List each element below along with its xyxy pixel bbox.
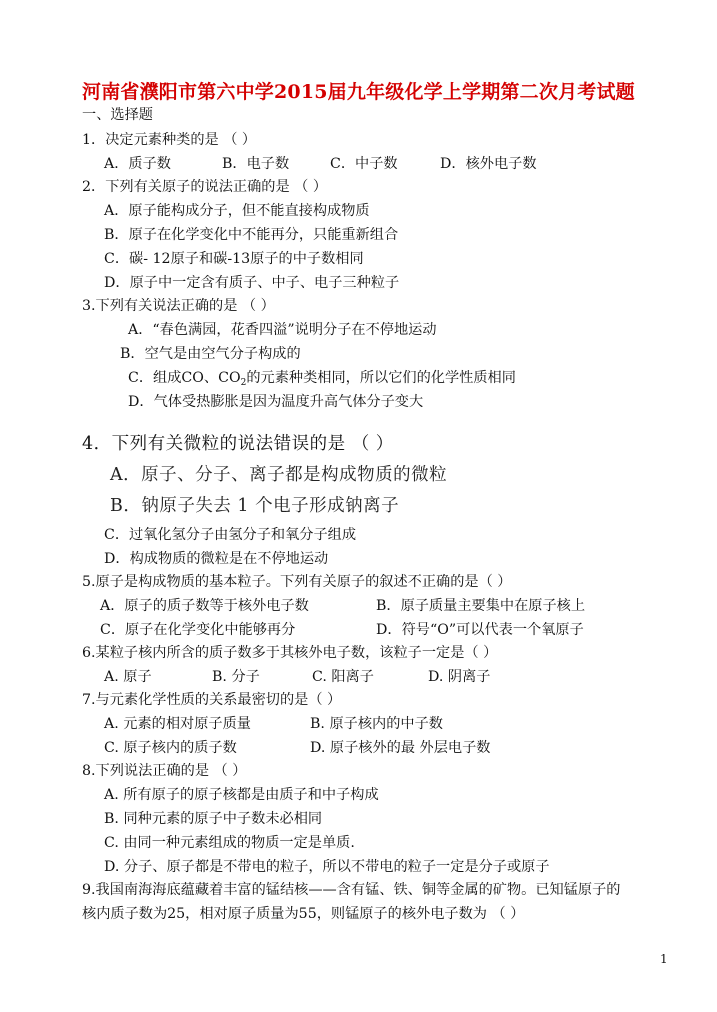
question-6-option-b: B. 分子 — [212, 669, 260, 685]
question-5-stem: 5.原子是构成物质的基本粒子。下列有关原子的叙述不正确的是（ ） — [82, 574, 512, 590]
question-5-option-d: D．符号“O”可以代表一个氧原子 — [376, 622, 584, 638]
question-1-option-c: C．中子数 — [330, 156, 398, 172]
document-title: 河南省濮阳市第六中学2015届九年级化学上学期第二次月考试题 — [82, 81, 635, 103]
question-9-stem-line-1: 9.我国南海海底蕴藏着丰富的锰结核——含有锰、铁、铜等金属的矿物。已知锰原子的 — [82, 882, 621, 898]
question-5-option-c: C．原子在化学变化中能够再分 — [100, 622, 296, 638]
question-7-option-a: A. 元素的相对原子质量 — [104, 716, 251, 732]
question-7-option-c: C. 原子核内的质子数 — [104, 740, 237, 756]
question-6-stem: 6.某粒子核内所含的质子数多于其核外电子数，该粒子一定是（ ） — [82, 645, 498, 661]
question-3-stem: 3.下列有关说法正确的是 （ ） — [82, 298, 275, 314]
question-2-option-a: A．原子能构成分子，但不能直接构成物质 — [104, 203, 370, 219]
question-6-option-d: D. 阴离子 — [428, 669, 491, 685]
question-3-option-a: A．“春色满园，花香四溢”说明分子在不停地运动 — [128, 322, 437, 338]
question-2-stem: 2．下列有关原子的说法正确的是 （ ） — [82, 179, 328, 195]
question-7-option-b: B. 原子核内的中子数 — [310, 716, 443, 732]
question-6-option-c: C. 阳离子 — [312, 669, 374, 685]
question-9-stem-line-2: 核内质子数为25，相对原子质量为55，则锰原子的核外电子数为 （ ） — [82, 906, 525, 922]
question-4-option-d: D．构成物质的微粒是在不停地运动 — [104, 551, 329, 567]
question-5-option-a: A．原子的质子数等于核外电子数 — [100, 598, 309, 614]
question-8-option-b: B. 同种元素的原子中子数未必相同 — [104, 811, 323, 827]
question-2-option-c: C．碳- 12原子和碳-13原子的中子数相同 — [104, 251, 364, 267]
question-1-stem: 1．决定元素种类的是 （ ） — [82, 132, 257, 148]
question-3-option-d: D．气体受热膨胀是因为温度升高气体分子变大 — [128, 394, 424, 410]
question-1-option-b: B．电子数 — [222, 156, 290, 172]
question-4-stem: 4．下列有关微粒的说法错误的是 （ ） — [82, 434, 394, 454]
question-8-option-a: A. 所有原子的原子核都是由质子和中子构成 — [104, 787, 379, 803]
question-1-option-d: D．核外电子数 — [440, 156, 537, 172]
question-3-option-c: C．组成CO、$CO_2$的元素种类相同，所以它们的化学性质相同 — [128, 370, 516, 388]
question-4-option-a: A．原子、分子、离子都是构成物质的微粒 — [110, 465, 448, 485]
section-heading: 一、选择题 — [82, 107, 153, 123]
question-4-option-c: C．过氧化氢分子由氢分子和氧分子组成 — [104, 527, 357, 543]
question-4-option-b: B．钠原子失去 1 个电子形成钠离子 — [110, 496, 400, 516]
question-7-stem: 7.与元素化学性质的关系最密切的是（ ） — [82, 692, 342, 708]
question-3-option-b: B．空气是由空气分子构成的 — [120, 346, 301, 362]
question-7-option-d: D. 原子核外的最 外层电子数 — [310, 740, 491, 756]
question-2-option-b: B．原子在化学变化中不能再分，只能重新组合 — [104, 227, 399, 243]
question-8-option-c: C. 由同一种元素组成的物质一定是单质. — [104, 835, 355, 851]
question-8-stem: 8.下列说法正确的是 （ ） — [82, 763, 247, 779]
page-number: 1 — [660, 952, 668, 966]
question-6-option-a: A. 原子 — [104, 669, 152, 685]
question-8-option-d: D. 分子、原子都是不带电的粒子，所以不带电的粒子一定是分子或原子 — [104, 859, 550, 875]
question-1-option-a: A．质子数 — [104, 156, 171, 172]
question-2-option-d: D．原子中一定含有质子、中子、电子三种粒子 — [104, 275, 400, 291]
question-5-option-b: B．原子质量主要集中在原子核上 — [376, 598, 586, 614]
